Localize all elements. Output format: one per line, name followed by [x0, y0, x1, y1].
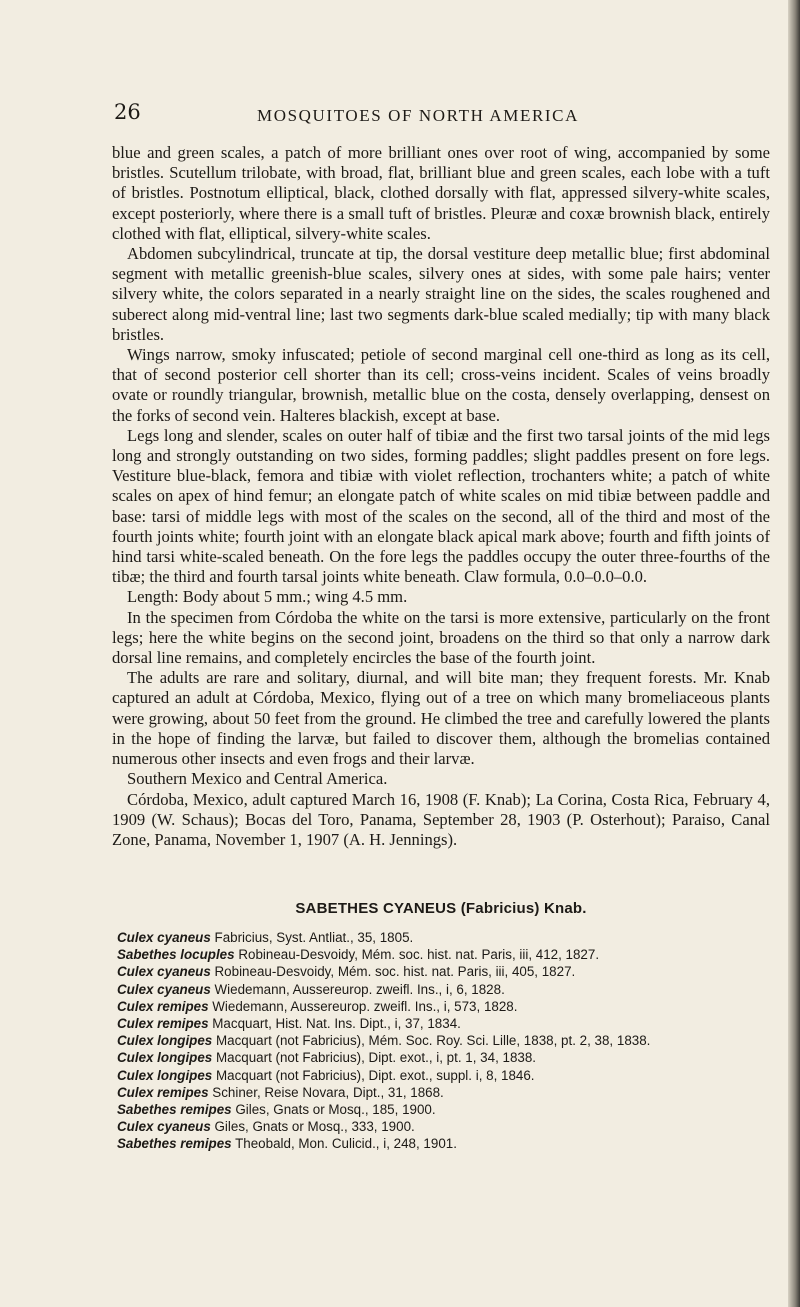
paragraph: Abdomen subcylindrical, truncate at tip, the dorsal vestiture deep metallic blue; first abdominal segment with metallic greenish-blue scales, silvery ones at sides, with some pale hairs; venter silvery white, the colors separated in a nearly straight line on the sides, the scales roughened and suberect along mid-ventral line; last two segments dark-blue scaled medially; tip with many black bristles.: [112, 244, 770, 344]
synonymy-entry: [117, 1049, 777, 1066]
taxon-name: Culex cyaneus: [117, 1119, 211, 1135]
synonymy-entry: [117, 929, 777, 946]
citation: Giles, Gnats or Mosq., 185, 1900.: [235, 1102, 436, 1118]
citation: Robineau-Desvoidy, Mém. soc. hist. nat. Paris, iii, 405, 1827.: [214, 964, 576, 980]
taxon-name: Sabethes locuples: [117, 947, 235, 963]
citation: Wiedemann, Aussereurop. zweifl. Ins., i, 573, 1828.: [212, 998, 518, 1014]
taxon-name: Culex longipes: [117, 1050, 213, 1066]
taxon-name: Culex remipes: [117, 1084, 209, 1100]
paragraph: In the specimen from Córdoba the white on the tarsi is more extensive, particularly on the front legs; here the white begins on the second joint, broadens on the third so that only a narrow dark dorsal line remains, and completely encircles the base of the fourth joint.: [112, 607, 770, 668]
page-edge-shadow: [788, 0, 800, 1307]
paragraph: Wings narrow, smoky infuscated; petiole of second marginal cell one-third as long as its cell, that of second posterior cell shorter than its cell; cross-veins incident. Scales of veins broadly ovate or roundly triangular, brownish, metallic blue on the costa, densely overlapping, densest on the forks of second vein. Halteres blackish, except at base.: [112, 345, 770, 425]
citation: Fabricius, Syst. Antliat., 35, 1805.: [214, 930, 414, 945]
synonymy-entry: [117, 1015, 777, 1032]
citation: Macquart (not Fabricius), Mém. Soc. Roy. Sci. Lille, 1838, pt. 2, 38, 1838.: [215, 1033, 651, 1049]
taxon-name: Culex cyaneus: [117, 981, 211, 997]
taxon-name: Sabethes remipes: [117, 1136, 232, 1152]
citation: Schiner, Reise Novara, Dipt., 31, 1868.: [212, 1084, 444, 1100]
synonymy-entry: [117, 1101, 777, 1118]
taxon-name: Culex remipes: [117, 998, 209, 1014]
citation: Theobald, Mon. Culicid., i, 248, 1901.: [235, 1136, 457, 1152]
paragraph: Legs long and slender, scales on outer half of tibiæ and the first two tarsal joints of the mid legs long and strongly outstanding on two sides, forming paddles; slight paddles present on fore legs. Vestiture blue-black, femora and tibiæ with violet reflection, trochanters white; a patch of white scales on apex of hind femur; an elongate patch of white scales on mid tibiæ between paddle and base: tarsi of middle legs with most of the scales on the second, all of the third and most of the fourth joints white; fourth joint with an elongate black apical mark above; fourth and fifth joints of hind tarsi white-scaled beneath. On the fore legs the paddles occupy the outer three-fourths of the tibæ; the third and fourth tarsal joints white beneath. Claw formula, 0.0–0.0–0.0.: [112, 425, 770, 587]
running-head: MOSQUITOES OF NORTH AMERICA: [257, 106, 579, 125]
taxon-name: Culex longipes: [117, 1033, 213, 1049]
synonymy-entry: [117, 1118, 777, 1135]
synonymy-entry: [117, 1084, 777, 1101]
synonymy-entry: [117, 1135, 777, 1152]
synonymy-entry: [117, 946, 777, 963]
taxon-name: Culex cyaneus: [117, 930, 211, 945]
citation: Wiedemann, Aussereurop. zweifl. Ins., i, 6, 1828.: [214, 981, 505, 997]
synonymy-entry: [117, 981, 777, 998]
paragraph: The adults are rare and solitary, diurnal, and will bite man; they frequent forests. Mr. Knab captured an adult at Córdoba, Mexico, flying out of a tree on which many bromeliaceous plants were growing, about 50 feet from the ground. He climbed the tree and carefully lowered the plants in the hope of finding the larvæ, but failed to discover them, although the bromelias contained numerous other insects and even frogs and their larvæ.: [112, 668, 770, 769]
synonymy-entry: [117, 998, 777, 1015]
citation: Macquart (not Fabricius), Dipt. exot., suppl. i, 8, 1846.: [215, 1067, 535, 1083]
species-heading: SABETHES CYANEUS (Fabricius) Knab.: [295, 900, 587, 917]
taxon-name: Culex cyaneus: [117, 964, 211, 980]
synonymy-entry: [117, 1067, 777, 1084]
synonymy-list: [117, 929, 777, 1153]
paragraph: blue and green scales, a patch of more brilliant ones over root of wing, accompanied by some bristles. Scutellum trilobate, with broad, flat, brilliant blue and green scales, each lobe with a tuft of bristles. Postnotum elliptical, black, clothed dorsally with flat, appressed silvery-white scales, except posteriorly, where there is a small tuft of bristles. Pleuræ and coxæ brownish black, entirely clothed with flat, elliptical, silvery-white scales.: [112, 143, 770, 243]
paragraph: Length: Body about 5 mm.; wing 4.5 mm.: [127, 587, 408, 607]
paragraph: Córdoba, Mexico, adult captured March 16, 1908 (F. Knab); La Corina, Costa Rica, February 4, 1909 (W. Schaus); Bocas del Toro, Panama, September 28, 1903 (P. Osterhout); Paraiso, Canal Zone, Panama, November 1, 1907 (A. H. Jennings).: [112, 789, 770, 849]
synonymy-entry: [117, 1032, 777, 1049]
citation: Macquart, Hist. Nat. Ins. Dipt., i, 37, 1834.: [212, 1016, 461, 1032]
citation: Giles, Gnats or Mosq., 333, 1900.: [214, 1119, 415, 1135]
taxon-name: Culex longipes: [117, 1067, 213, 1083]
citation: Robineau-Desvoidy, Mém. soc. hist. nat. Paris, iii, 412, 1827.: [238, 947, 600, 963]
taxon-name: Culex remipes: [117, 1016, 209, 1032]
paragraph: Southern Mexico and Central America.: [127, 769, 388, 789]
citation: Macquart (not Fabricius), Dipt. exot., i, pt. 1, 34, 1838.: [215, 1050, 537, 1066]
synonymy-entry: [117, 963, 777, 980]
body-text: [112, 143, 770, 850]
page-header: [0, 100, 800, 128]
page-number: 26: [114, 100, 141, 124]
taxon-name: Sabethes remipes: [117, 1102, 232, 1118]
